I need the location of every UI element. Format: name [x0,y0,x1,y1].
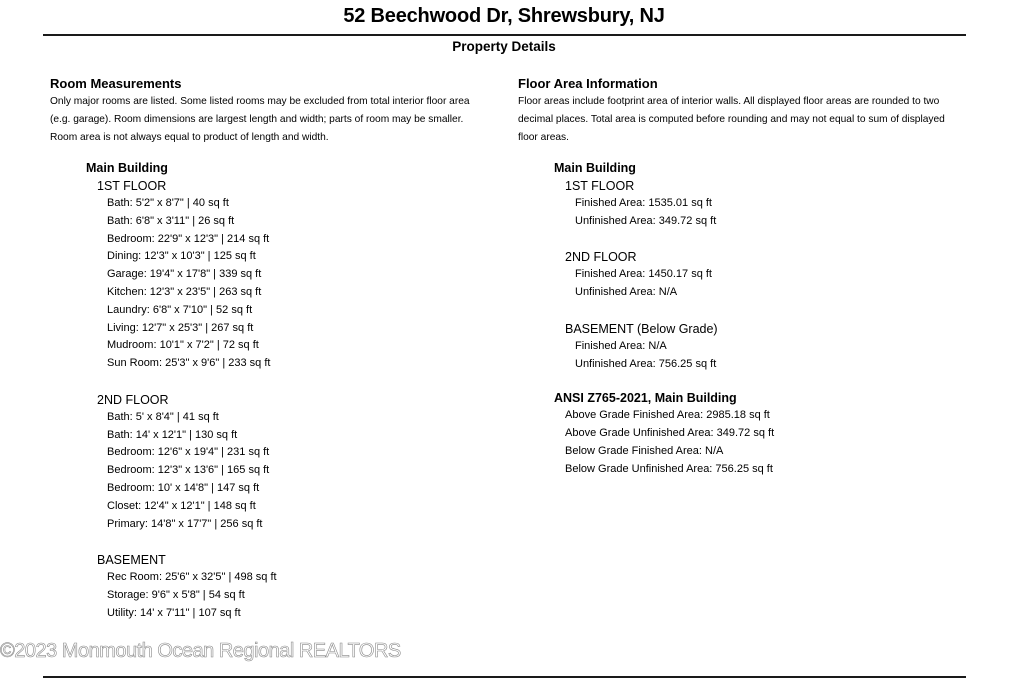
spacer [86,533,500,551]
footer-divider [43,676,966,678]
room-item: Laundry: 6'8" x 7'10" | 52 sq ft [107,303,253,316]
spacer [554,302,978,320]
building-title: Main Building [86,161,168,175]
note-line: (e.g. garage). Room dimensions are largest length and width; parts of room may be smaller. [50,114,464,125]
room-item: Closet: 12'4" x 12'1" | 148 sq ft [107,499,256,512]
ansi-item: Below Grade Finished Area: N/A [565,444,724,457]
building-title: Main Building [554,161,636,175]
room-item: Bedroom: 10' x 14'8" | 147 sq ft [107,481,260,494]
room-item: Kitchen: 12'3" x 23'5" | 263 sq ft [107,285,262,298]
room-item: Bedroom: 22'9" x 12'3" | 214 sq ft [107,232,270,245]
floor-title-2nd: 2ND FLOOR [97,392,169,407]
note-line: Only major rooms are listed. Some listed rooms may be excluded from total interior floor area [50,96,470,107]
note-line: Room area is not always equal to product of length and width. [50,132,329,143]
area-floor-title-2nd: 2ND FLOOR [565,250,637,265]
ansi-heading: ANSI Z765-2021, Main Building [554,391,737,406]
header-divider [43,34,966,36]
room-item: Living: 12'7" x 25'3" | 267 sq ft [107,321,254,334]
ansi-block [518,389,978,478]
floor-title-basement: BASEMENT [97,553,166,568]
floor-title-1st: 1ST FLOOR [97,179,167,193]
area-item: Unfinished Area: N/A [575,286,678,299]
area-floor-title-1st: 1ST FLOOR [565,179,635,193]
room-item: Bath: 6'8" x 3'11" | 26 sq ft [107,214,235,227]
area-item: Finished Area: 1450.17 sq ft [575,268,712,281]
room-item: Storage: 9'6" x 5'8" | 54 sq ft [107,588,245,601]
room-item: Rec Room: 25'6" x 32'5" | 498 sq ft [107,571,277,584]
room-item: Bedroom: 12'3" x 13'6" | 165 sq ft [107,464,270,477]
area-item: Finished Area: N/A [575,339,667,352]
room-item: Garage: 19'4" x 17'8" | 339 sq ft [107,268,262,281]
room-item: Primary: 14'8" x 17'7" | 256 sq ft [107,517,263,530]
room-item: Mudroom: 10'1" x 7'2" | 72 sq ft [107,339,259,352]
page-title: 52 Beechwood Dr, Shrewsbury, NJ [343,5,665,27]
area-item: Finished Area: 1535.01 sq ft [575,197,712,209]
spacer [554,231,978,249]
room-item: Bath: 14' x 12'1" | 130 sq ft [107,428,238,441]
room-measurements-heading: Room Measurements [50,76,182,91]
area-item: Unfinished Area: 756.25 sq ft [575,357,717,370]
floor-area-section [518,75,978,479]
room-item: Dining: 12'3" x 10'3" | 125 sq ft [107,250,256,263]
room-item: Sun Room: 25'3" x 9'6" | 233 sq ft [107,357,271,370]
note-line: floor areas. [518,132,569,143]
room-item: Bath: 5' x 8'4" | 41 sq ft [107,410,219,423]
room-item: Utility: 14' x 7'11" | 107 sq ft [107,606,241,619]
spacer [86,373,500,391]
copyright-watermark: ©2023 Monmouth Ocean Regional REALTORS [0,640,401,662]
ansi-item: Above Grade Unfinished Area: 349.72 sq ft [565,427,775,440]
page-subtitle: Property Details [452,39,556,54]
area-floor-title-basement: BASEMENT (Below Grade) [565,321,718,336]
room-measurements-note [50,93,500,147]
room-measurements-section [50,75,500,623]
room-item: Bedroom: 12'6" x 19'4" | 231 sq ft [107,446,270,459]
room-item: Bath: 5'2" x 8'7" | 40 sq ft [107,197,229,209]
floor-area-heading: Floor Area Information [518,76,658,91]
room-building-block [50,159,500,623]
area-item: Unfinished Area: 349.72 sq ft [575,214,717,227]
note-line: Floor areas include footprint area of interior walls. All displayed floor areas are rounded to two [518,96,940,107]
ansi-item: Below Grade Unfinished Area: 756.25 sq ft [565,462,773,475]
floor-area-note [518,93,978,147]
ansi-item: Above Grade Finished Area: 2985.18 sq ft [565,409,770,422]
area-building-block [518,159,978,373]
note-line: decimal places. Total area is computed before rounding and may not equal to sum of displayed [518,114,945,125]
